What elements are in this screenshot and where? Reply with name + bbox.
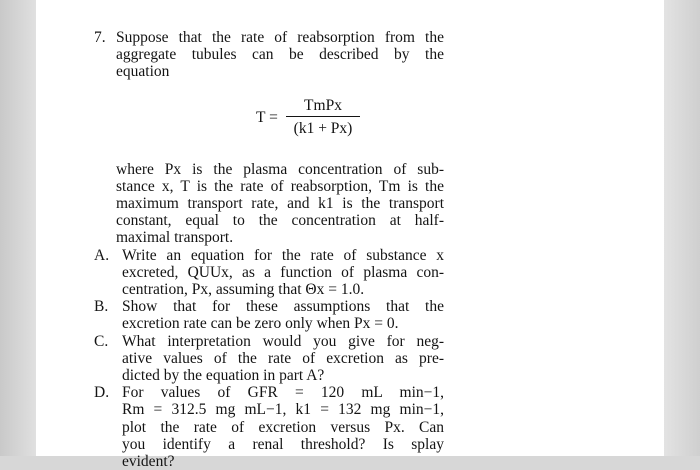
problem-description (116, 161, 444, 247)
problem-intro (116, 29, 444, 247)
description-line: where Px is the plasma concentration of sub- (116, 160, 444, 178)
description-line: constant, equal to the concentration at half- (116, 212, 444, 230)
problem-number: 7. (94, 29, 106, 46)
part-line: excreted, QUUx, as a function of plasma con- (122, 263, 444, 281)
part-label: C. (94, 332, 109, 350)
part-line: dicted by the equation in part A? (122, 367, 325, 385)
left-shadow (0, 0, 36, 456)
part-line: Rm = 312.5 mg mL−1, k1 = 132 mg min−1, (122, 401, 444, 419)
part-a (94, 247, 444, 299)
document-page (36, 0, 664, 470)
equation-lhs: T = (256, 108, 278, 126)
equation-denominator: (k1 + Px) (293, 119, 353, 137)
part-line: centration, Px, assuming that Θx = 1.0. (122, 281, 365, 299)
right-shadow (664, 0, 700, 456)
description-line: maximum transport rate, and k1 is the transport (116, 195, 444, 213)
part-line: ative values of the rate of excretion as pre- (122, 349, 444, 367)
part-line: What interpretation would you give for neg- (122, 332, 444, 350)
reabsorption-equation (116, 89, 444, 149)
equation-numerator: TmPx (304, 96, 342, 114)
description-line: stance x, T is the rate of reabsorption, Tm is the (116, 177, 444, 195)
problem-7 (94, 29, 444, 470)
problem-parts (94, 247, 444, 470)
part-b (94, 298, 444, 332)
intro-line: aggregate tubules can be described by the (116, 46, 444, 64)
part-line: Show that for these assumptions that the (122, 298, 444, 316)
part-line: For values of GFR = 120 mL min−1, (122, 384, 444, 402)
fraction-bar (286, 116, 360, 117)
part-label: D. (94, 384, 110, 402)
part-line: excretion rate can be zero only when Px = 0. (122, 315, 399, 333)
part-line: plot the rate of excretion versus Px. Can (122, 418, 444, 436)
description-line: maximal transport. (116, 229, 234, 247)
part-line: Write an equation for the rate of substance x (122, 246, 444, 264)
part-label: B. (94, 298, 109, 316)
part-line: evident? (122, 453, 175, 470)
part-line: you identify a renal threshold? Is splay (122, 435, 444, 453)
part-label: A. (94, 246, 110, 264)
part-c (94, 333, 444, 385)
intro-line: equation (116, 63, 170, 81)
part-d (94, 384, 444, 470)
intro-line: Suppose that the rate of reabsorption from the (116, 29, 444, 46)
